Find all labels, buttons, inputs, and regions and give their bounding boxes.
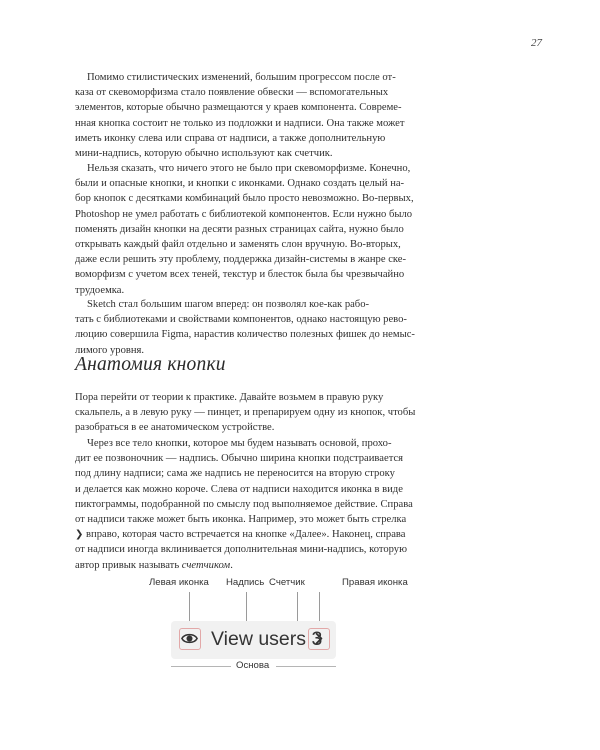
leader-line <box>297 592 298 627</box>
emphasized-term: счетчиком <box>181 559 231 571</box>
text-line: воморфизм с учетом всех теней, текстур и блесток была бы чрезвычайно <box>75 269 405 281</box>
text-line <box>75 527 530 542</box>
text-line <box>75 558 530 573</box>
text-line: Нельзя сказать, что ничего этого не было при скевоморфизме. Конечно, <box>87 163 411 174</box>
button-label <box>211 628 322 651</box>
leader-line <box>319 592 320 627</box>
text-line: нная кнопка состоит не только из подложки и надписи. Она также может <box>75 117 405 129</box>
base-bracket-line <box>171 666 231 667</box>
text-line: и делается как можно короче. Слева от надписи находится иконка в виде <box>75 483 403 495</box>
base-bracket-line <box>276 666 336 667</box>
text-line: открывать каждый файл отдельно и заменять слон вручную. Во-вторых, <box>75 239 401 251</box>
left-icon-frame <box>179 628 201 650</box>
chevron-right-icon <box>309 629 328 648</box>
label-text: Надпись <box>226 577 265 588</box>
button-text: View users <box>211 628 307 650</box>
eye-icon <box>180 629 199 648</box>
text-line: лимого уровня. <box>75 344 145 356</box>
text-line: скальпель, а в левую руку — пинцет, и препарируем одну из кнопок, чтобы <box>75 407 416 419</box>
text-line: Пора перейти от теории к практике. Давайте возьмем в правую руку <box>75 392 384 403</box>
label-right-icon: Правая иконка <box>342 577 408 588</box>
text-line: каза от скевоморфизма стало появление обвески — вспомогательных <box>75 87 389 99</box>
page-number: 27 <box>531 37 542 49</box>
text-fragment: . <box>230 559 233 571</box>
text-line: были и опасные кнопки, и кнопки с иконками. Однако создать целый на- <box>75 178 405 190</box>
section-heading: Анатомия кнопки <box>75 354 226 375</box>
leader-line <box>246 592 247 627</box>
text-line: пиктограммы, подобранной по смыслу под выполняемое действие. Справа <box>75 498 413 510</box>
paragraph-5 <box>75 436 530 573</box>
text-line: даже если решить эту проблему, поддержка дизайн-системы в жанре ске- <box>75 254 407 266</box>
chevron-right-icon: ❯ <box>75 529 84 541</box>
sample-button <box>171 621 336 659</box>
text-line: под длину надписи; сама же надпись не переносится на вторую строку <box>75 468 395 480</box>
text-line: от надписи также может быть иконка. Например, это может быть стрелка <box>75 514 407 526</box>
label-base: Основа <box>236 660 270 671</box>
paragraph-4 <box>75 390 530 436</box>
text-fragment: автор привык называть <box>75 559 182 571</box>
text-line: элементов, которые обычно размещаются у краев компонента. Совреме- <box>75 102 402 114</box>
text-fragment: вправо, которая часто встречается на кнопке «Далее». Наконец, справа <box>86 529 406 541</box>
text-line: люцию совершила Figma, нарастив количество полезных фишек до немыс- <box>75 329 415 341</box>
text-line: дит ее позвоночник — надпись. Обычно ширина кнопки подстраивается <box>75 453 404 465</box>
label-left-icon: Левая иконка <box>149 577 209 588</box>
text-line: Sketch стал большим шагом вперед: он позволял кое-как рабо- <box>87 299 370 310</box>
text-line: Photoshop не умел работать с библиотекой компонентов. Если нужно было <box>75 208 413 220</box>
text-line: иметь иконку слева или справа от надписи, а также дополнительную <box>75 132 386 144</box>
text-line: мини-надпись, которую обычно используют как счетчик. <box>75 148 333 160</box>
text-line: от надписи иногда вклинивается дополнительная мини-надпись, которую <box>75 544 408 556</box>
text-line: разобраться в ее анатомическом устройстве. <box>75 422 275 434</box>
text-line: бор кнопок с десятками комбинаций было просто невозможно. Во-первых, <box>75 193 414 205</box>
label-counter: Счетчик <box>269 577 305 588</box>
paragraph-2 <box>75 161 530 298</box>
paragraph-1 <box>75 70 530 161</box>
text-line: Помимо стилистических изменений, большим прогрессом после от- <box>87 72 396 83</box>
text-line: трудоемка. <box>75 284 125 296</box>
leader-line <box>189 592 190 627</box>
text-line: поменять дизайн кнопки на десяти разных страницах сайта, нужно было <box>75 223 404 235</box>
text-line: Через все тело кнопки, которое мы будем называть основой, прохо- <box>87 438 392 449</box>
text-line: тать с библиотеками и свойствами компонентов, однако настоящую рево- <box>75 314 407 326</box>
button-counter: 3 <box>311 628 323 650</box>
right-icon-frame <box>308 628 330 650</box>
paragraph-3 <box>75 297 530 358</box>
